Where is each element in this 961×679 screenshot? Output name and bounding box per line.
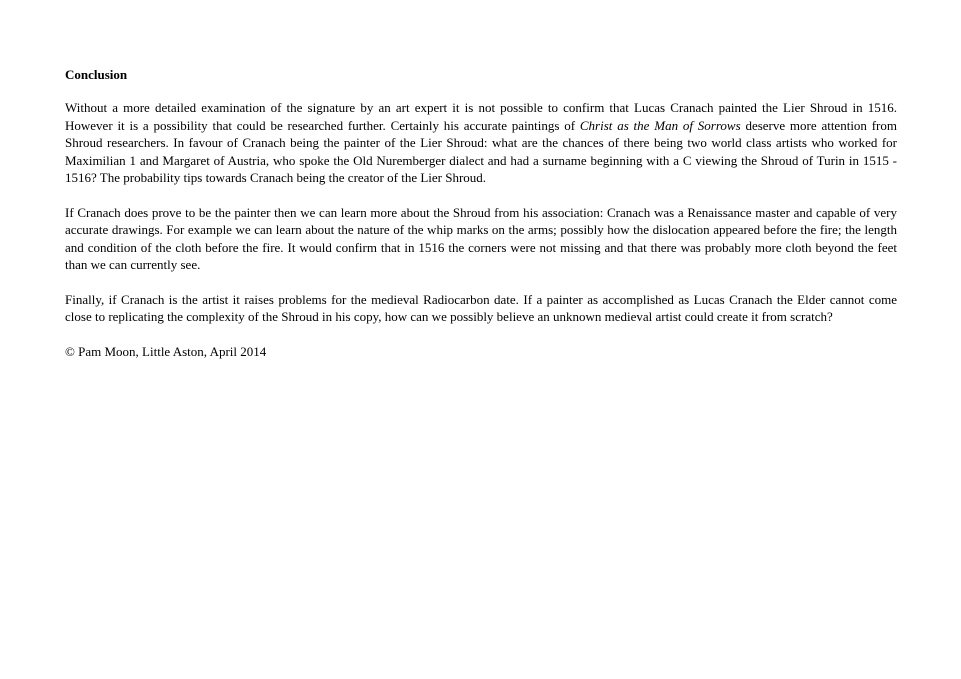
- document-page: [65, 66, 897, 360]
- paragraph-1-part-1: Without a more detailed examination of the signature by an art expert it is not possible to confirm that Lucas Cranach painted the Lier Shroud in 1516. However it is a possibility that could be researched further. Certainly his accurate paintings of: [65, 100, 897, 133]
- section-heading: Conclusion: [65, 67, 128, 82]
- paragraph-3: Finally, if Cranach is the artist it raises problems for the medieval Radiocarbon date. If a painter as accomplished as Lucas Cranach the Elder cannot come close to replicating the complexity of the Shroud in his copy, how can we possibly believe an unknown medieval artist could create it from scratch?: [65, 291, 897, 324]
- painting-title: Christ as the Man of Sorrows: [579, 117, 741, 133]
- copyright-line: © Pam Moon, Little Aston, April 2014: [65, 343, 267, 359]
- paragraph-2: If Cranach does prove to be the painter then we can learn more about the Shroud from his association: Cranach was a Renaissance master and capable of very accurate drawings. For example we can learn about the nature of the whip marks on the arms; possibly how the dislocation appeared before the fire; the length and condition of the cloth before the fire. It would confirm that in 1516 the corners were not missing and that there was probably more cloth beyond the feet than we can currently see.: [65, 204, 897, 272]
- paragraph-1: [65, 99, 897, 187]
- paragraph-1-part-2: deserve more attention from Shroud researchers. In favour of Cranach being the painter of the Lier Shroud: what are the chances of there being two world class artists who worked for Maximilian 1 and Margaret of Austria, who spoke the Old Nuremberger dialect and had a surname beginning with a C viewing the Shroud of Turin in 1515 - 1516? The probability tips towards Cranach being the creator of the Lier Shroud.: [65, 117, 897, 185]
